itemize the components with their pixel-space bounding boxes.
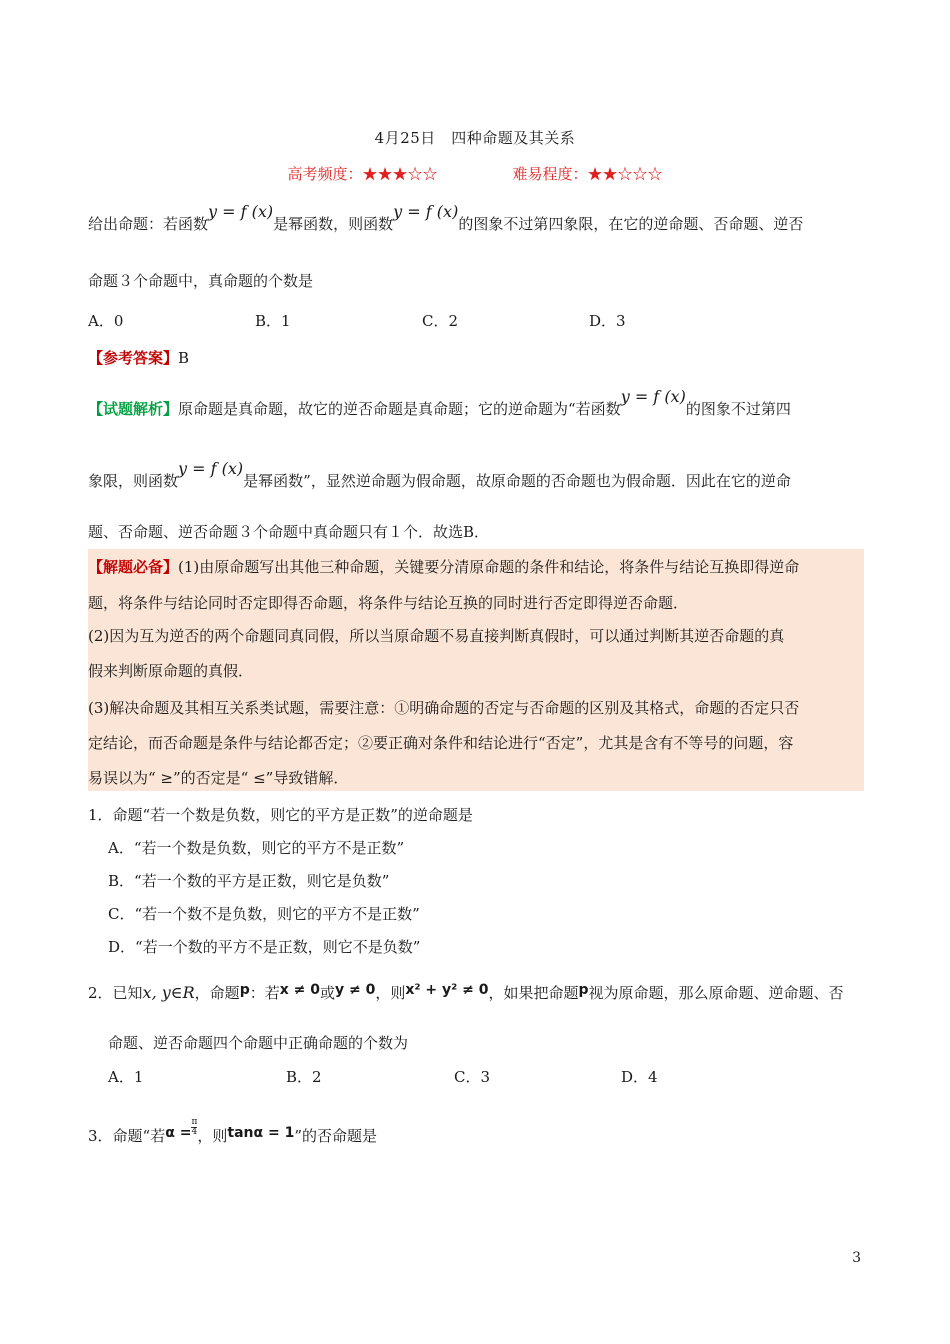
page-title: 4月25日 四种命题及其关系 <box>374 129 576 147</box>
essentials-line-4: 假来判断原命题的真假． <box>88 662 254 680</box>
math-tan-alpha: tanα = 1 <box>227 1125 295 1141</box>
problem-line-2: 命题３个命题中，真命题的个数是 <box>88 272 314 290</box>
essentials-line-7: 易误以为“ ≥”的否定是“ ≤”导致错解． <box>88 769 349 787</box>
math-alpha-eq: α = <box>165 1125 192 1141</box>
analysis-line-3: 题、否命题、逆否命题３个命题中真命题只有１个．故选B． <box>88 523 490 541</box>
math-y-fx: y = f (x) <box>208 202 274 221</box>
essentials-line-3: (2)因为互为逆否的两个命题同真同假，所以当原命题不易直接判断真假时，可以通过判断其逆否命题的真 <box>88 627 785 645</box>
q3-stem: 3．命题“若α = $\frac{\pi}{4}$ ，则tanα = 1”的否命题是 <box>88 1116 378 1145</box>
math-sum-squares: x² + y² ≠ 0 <box>405 982 489 998</box>
q2-stem-line-1: 2．已知x, y∈R，命题p：若x ≠ 0或y ≠ 0，则x² + y² ≠ 0，如果把命题p视为原命题，那么原命题、逆命题、否 <box>88 982 844 1002</box>
essentials-line-1: 【解题必备】(1)由原命题写出其他三种命题，关键要分清原命题的条件和结论，将条件与结论互换即得逆命 <box>88 558 800 576</box>
math-xy-in-r: x, y∈R <box>142 983 195 1002</box>
q2-option-b: B．2 <box>286 1068 322 1086</box>
analysis-label: 【试题解析】 <box>88 400 179 418</box>
q1-option-d: D．“若一个数的平方不是正数，则它不是负数” <box>108 938 421 956</box>
q1-option-c: C．“若一个数不是负数，则它的平方不是正数” <box>108 905 420 923</box>
difficulty-label: 难易程度：★★☆☆☆ <box>512 165 663 183</box>
problem-option-a: A．0 <box>88 312 124 330</box>
math-p: p <box>578 982 589 998</box>
math-pi-over-4: $\frac{\pi}{4}$ <box>191 1116 198 1137</box>
math-y-fx: y = f (x) <box>178 459 244 478</box>
q1-option-a: A．“若一个数是负数，则它的平方不是正数” <box>108 839 405 857</box>
answer-line <box>88 347 189 368</box>
q2-option-d: D．4 <box>621 1068 658 1086</box>
math-y-fx: y = f (x) <box>393 202 459 221</box>
problem-option-d: D．3 <box>589 312 626 330</box>
math-x-neq-0: x ≠ 0 <box>279 982 320 998</box>
q1-stem: 1．命题“若一个数是负数，则它的平方是正数”的逆命题是 <box>88 806 473 824</box>
problem-option-c: C．2 <box>422 312 459 330</box>
essentials-line-5: (3)解决命题及其相互关系类试题，需要注意：①明确命题的否定与否命题的区别及其格式，命题的否定只否 <box>88 699 800 717</box>
problem-line-1: 给出命题：若函数y = f (x)是幂函数，则函数y = f (x)的图象不过第四象限，在它的逆命题、否命题、逆否 <box>88 202 804 233</box>
difficulty-meta <box>0 163 950 184</box>
essentials-line-2: 题，将条件与结论同时否定即得否命题，将条件与结论互换的同时进行否定即得逆否命题． <box>88 594 689 612</box>
answer-value: B <box>178 349 190 367</box>
essentials-line-6: 定结论，而否命题是条件与结论都否定；②要正确对条件和结论进行“否定”，尤其是含有不等号的问题，容 <box>88 734 794 752</box>
math-y-neq-0: y ≠ 0 <box>335 982 376 998</box>
q2-stem-line-2: 命题、逆否命题四个命题中正确命题的个数为 <box>108 1034 409 1052</box>
q2-option-c: C．3 <box>454 1068 491 1086</box>
analysis-line-2: 象限，则函数y = f (x)是幂函数”，显然逆命题为假命题，故原命题的否命题也为假命题．因此在它的逆命 <box>88 459 791 490</box>
math-p: p <box>239 982 250 998</box>
analysis-line-1: 【试题解析】原命题是真命题，故它的逆否命题是真命题；它的逆命题为“若函数y = f (x)的图象不过第四 <box>88 387 791 418</box>
essentials-label: 【解题必备】 <box>88 558 179 576</box>
answer-label: 【参考答案】 <box>88 349 179 367</box>
q2-option-a: A．1 <box>108 1068 144 1086</box>
q1-option-b: B．“若一个数的平方是正数，则它是负数” <box>108 872 390 890</box>
frequency-label: 高考频度：★★★☆☆ <box>287 165 438 183</box>
page-number: 3 <box>852 1250 861 1266</box>
problem-option-b: B．1 <box>255 312 291 330</box>
math-y-fx: y = f (x) <box>620 387 686 406</box>
